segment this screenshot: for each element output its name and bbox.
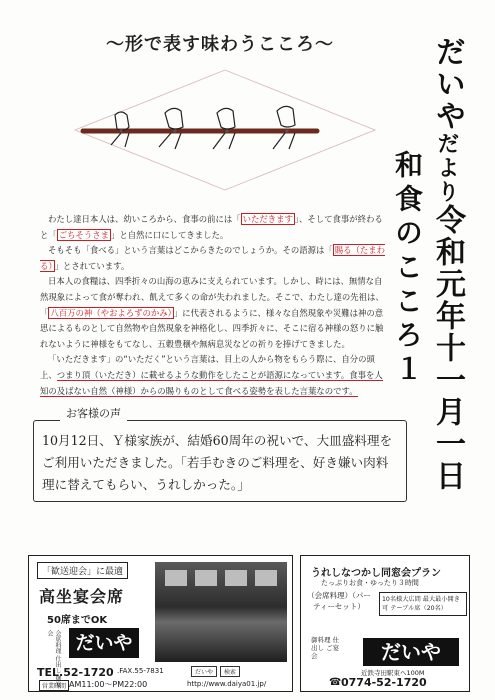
paragraph-2: そもそも「食べる」という言葉はどこからきたのでしょうか。その語源は「 賜る（たまわる） 」とされています。 xyxy=(40,245,385,271)
highlight-yaoyorozu: 八百万の神（やおよろずのかみ） xyxy=(50,307,172,318)
phone-number: 0774-52-1720 xyxy=(341,676,427,689)
chopsticks-illustration xyxy=(55,55,395,215)
address: 近鉄寺田駅東へ100M xyxy=(361,669,425,677)
brand-date-heading xyxy=(430,36,465,492)
ad-headline: 高坐宴会席 xyxy=(39,587,125,606)
highlight-tamawaru: 賜る（たまわる） xyxy=(40,245,385,271)
website-url: http://www.daiya01.jp/ xyxy=(187,680,267,688)
plan-subtitle: たっぷりお食・ゆったり３時間 xyxy=(321,579,419,587)
ad-tag: 「歓送迎会」に最適 xyxy=(37,562,128,579)
plan-category: 御料理 仕出し ご宴会 xyxy=(311,636,340,660)
daiya-logo: だいや xyxy=(69,628,139,658)
ad-category: 会席料理 仕出し 御宴会 xyxy=(46,630,61,688)
search-box xyxy=(191,666,240,677)
paragraph-3: 日本人の食糧は、四季折々の山海の恵みに支えられています。しかし、時には、無情な自然現象によって食が奪われ、飢えて多くの命が失われました。そこで、わたし達の先祖は、「 八百万の神（やおよろずのかみ） 」に代表されるように、様々な自然現象や災難は神の意思によるものとして自然物や自然現象を神格化し、四季折々に、そこに宿る神様の怒りに触れないように神様をもてなし、五穀豊穣や無病息災などの祈りを捧げてきました。 xyxy=(40,276,384,349)
reunion-plan-ad xyxy=(300,555,470,692)
underlined-conclusion: つまり頂（いただき）に載せるような動作をしたことが語源になっています。食事を人知の及ばない自然（神様）からの賜りものとして食べる姿勢を表した言葉なのです。 xyxy=(40,369,383,396)
search-term: だいや xyxy=(191,666,217,677)
highlight-gochisousama: ごちそうさま xyxy=(58,229,109,240)
hours-label: 営業時間 xyxy=(39,680,69,691)
brand-name: だいや xyxy=(430,36,465,132)
ad-tel: TEL.52-1720 xyxy=(37,666,114,679)
plan-details: 10名様大広間 最大最小開き可 テーブル席（20名） xyxy=(379,592,467,616)
highlight-itadakimasu: いただきます xyxy=(242,214,293,224)
ad-capacity: 50席までOK xyxy=(47,615,108,626)
column-heading: 和食のこころ１ xyxy=(391,150,424,388)
article-body xyxy=(40,212,390,399)
customer-voice-label: お客様の声 xyxy=(60,405,127,421)
daiya-logo-right: だいや xyxy=(363,638,459,666)
search-button: 検索 xyxy=(220,666,240,677)
paragraph-4: 「いただきます」の“いただく”という言葉は、目上の人から物をもらう際に、自分の頭上、つまり頂（いただき）に載せるような動作をしたことが語源になっています。食事を人知の及ばない自然（神様）からの賜りものとして食べる姿勢を表した言葉なのです。 xyxy=(40,354,383,396)
customer-voice-text: 10月12日、Ｙ様家族が、結婚60周年の祝いで、大皿盛料理をご利用いただきました。「若手むきのご料理を、好き嫌い肉料理に替えてもらい、うれしかった。」 xyxy=(42,433,393,492)
plan-title: うれしなつかし同窓会プラン xyxy=(311,568,441,579)
business-hours: AM11:00～PM22:00 xyxy=(69,680,148,689)
page-title: ～形で表す味わうこころ～ xyxy=(106,34,334,55)
banquet-room-photo xyxy=(155,562,287,662)
plan-type: （会席料理）（パーティーセット） xyxy=(307,591,371,611)
brand-suffix: だより xyxy=(434,132,460,204)
ad-fax: .FAX.55-7831 xyxy=(117,667,164,675)
issue-date: 令和元年十一月一日 xyxy=(430,204,465,492)
paragraph-1: わたし達日本人は、幼いころから、食事の前には「 いただきます 」、そして食事が終わると「 ごちそうさま 」と自然に口にしてきました。 xyxy=(40,214,383,240)
banquet-ad xyxy=(28,555,293,692)
phone-icon: ☎ xyxy=(329,677,342,688)
